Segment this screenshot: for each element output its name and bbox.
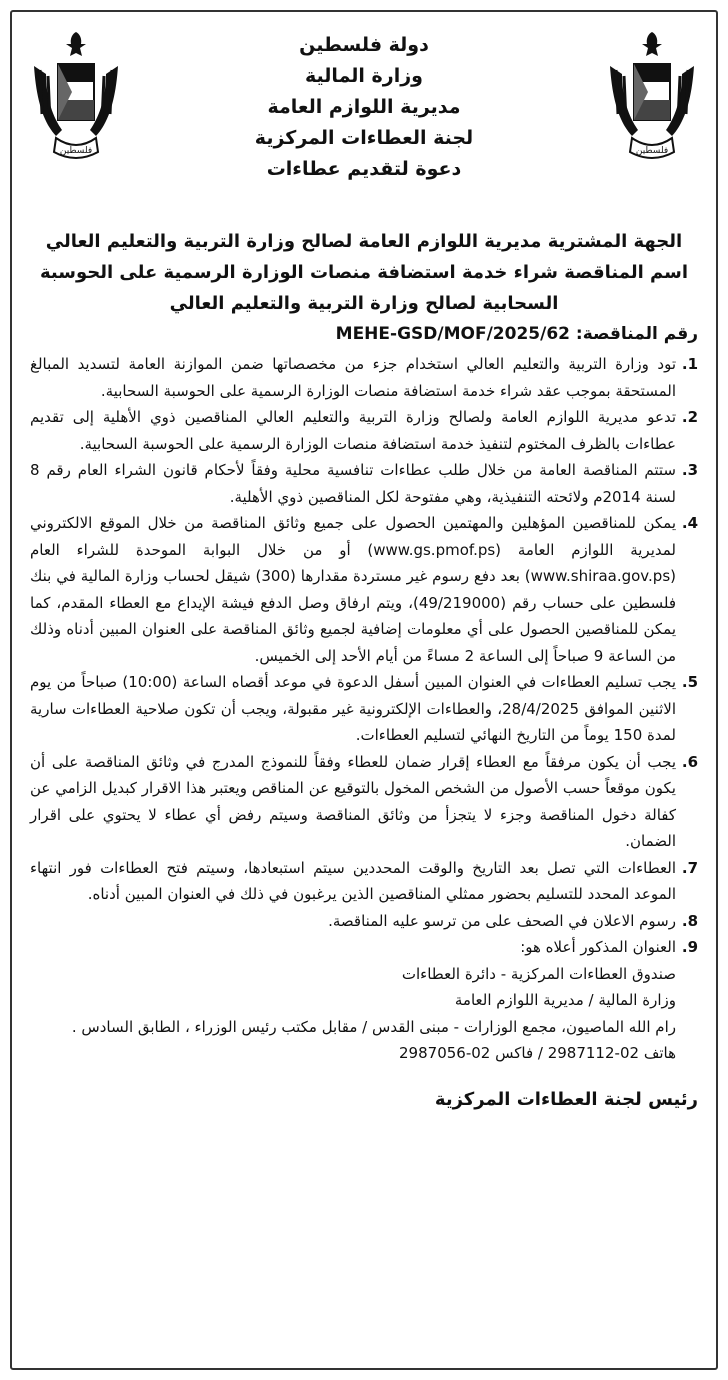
- svg-text:فلسطين: فلسطين: [635, 146, 669, 156]
- header-state: دولة فلسطين: [299, 34, 429, 56]
- list-item: 3. ستتم المناقصة العامة من خلال طلب عطاءات تنافسية محلية وفقاً لأحكام قانون الشراء العام رقم 8 لسنة 2014م ولائحته التنفيذية، وهي مفتوحة لكل المناقصين ذوي الأهلية.: [30, 461, 698, 506]
- palestine-emblem-icon: [26, 26, 126, 171]
- svg-text:فلسطين: فلسطين: [59, 146, 93, 156]
- tender-number-value: MEHE-GSD/MOF/2025/62: [335, 324, 570, 344]
- header-committee: لجنة العطاءات المركزية: [254, 127, 474, 149]
- titles: [30, 226, 698, 319]
- list-item: 6. يجب أن يكون مرفقاً مع العطاء إقرار ضمان للعطاء وفقاً للنموذج المدرج في وثائق المناقصة على أن يكون موقعاً حسب الأصول من الشخص المخول بالتوقيع عن المناقص ويعتبر هذا الاقرار كبديل الزامي عن كفالة دخول المناقصة وجزء لا يتجزأ من وثائق المناقصة وسيتم رفض أي عطاء لا يحتوي على اقرار الضمان.: [30, 752, 698, 850]
- address-block: [30, 961, 698, 1067]
- list-item: 4. يمكن للمناقصين المؤهلين والمهتمين الحصول على جميع وثائق المناقصة من خلال الموقع الالكتروني لمديرية اللوازم العامة (www.gs.pmof.ps) أو من خلال البوابة الموحدة للشراء العام (www.shiraa.gov.ps) بعد دفع رسوم غير مستردة مقدارها (300) شيقل لحساب وزارة المالية في بنك فلسطين على حساب رقم (49/219000)، ويتم ارفاق وصل الدفع فيشة الإيداع مع العطاء المقدم، كما يمكن للمناقصين الحصول على أي معلومات إضافية لجميع وثائق المناقصة على العنوان المبين أدناه وذلك من الساعة 9 صباحاً إلى الساعة 2 مساءً من أيام الأحد إلى الخميس.: [30, 514, 698, 665]
- tender-number-label: رقم المناقصة:: [575, 324, 698, 344]
- header: [30, 26, 698, 226]
- address-line: رام الله الماصيون، مجمع الوزارات - مبنى القدس / مقابل مكتب رئيس الوزراء ، الطابق السادس .: [71, 1017, 676, 1036]
- clauses-list: [30, 351, 698, 961]
- signoff: رئيس لجنة العطاءات المركزية: [434, 1088, 698, 1110]
- purchasing-entity: الجهة المشترية مديرية اللوازم العامة لصالح وزارة التربية والتعليم العالي: [45, 231, 683, 252]
- tender-number: [30, 321, 698, 347]
- list-item: 5. يجب تسليم العطاءات في العنوان المبين أسفل الدعوة في موعد أقصاه الساعة (10:00) صباحاً من يوم الاثنين الموافق 28/4/2025، والعطاءات الإلكترونية غير مقبولة، ويجب أن تكون صلاحية العطاءات سارية لمدة 150 يوماً من التاريخ النهائي لتسليم العطاءات.: [30, 673, 698, 744]
- announcement-frame: [10, 10, 718, 1370]
- header-directorate: مديرية اللوازم العامة: [267, 96, 461, 118]
- tender-name: اسم المناقصة شراء خدمة استضافة منصات الوزارة الرسمية على الحوسبة السحابية لصالح وزارة التربية والتعليم العالي: [39, 262, 689, 314]
- header-invitation: دعوة لتقديم عطاءات: [266, 158, 462, 180]
- list-item: 1. تود وزارة التربية والتعليم العالي استخدام جزء من مخصصاتها ضمن الموازنة العامة لتسديد المبالغ المستحقة بموجب عقد شراء خدمة استضافة منصات الوزارة الرسمية على الحوسبة السحابية.: [30, 355, 698, 400]
- list-item: 2. تدعو مديرية اللوازم العامة ولصالح وزارة التربية والتعليم العالي المناقصين ذوي الأهلية إلى تقديم عطاءات بالظرف المختوم لتنفيذ خدمة استضافة منصات الوزارة الرسمية على الحوسبة السحابية.: [30, 408, 698, 453]
- header-lines: [30, 26, 698, 185]
- header-ministry: وزارة المالية: [305, 65, 423, 87]
- palestine-emblem-icon: [602, 26, 702, 171]
- address-line: وزارة المالية / مديرية اللوازم العامة: [454, 991, 676, 1009]
- address-phone: هاتف 02-2987112 / فاكس 02-2987056: [399, 1044, 676, 1062]
- list-item: 8. رسوم الاعلان في الصحف على من ترسو عليه المناقصة.: [328, 911, 698, 930]
- address-line: صندوق العطاءات المركزية - دائرة العطاءات: [401, 964, 676, 983]
- list-item: 9. العنوان المذكور أعلاه هو:: [520, 938, 698, 956]
- list-item: 7. العطاءات التي تصل بعد التاريخ والوقت المحددين سيتم استبعادها، وسيتم فتح العطاءات فور انتهاء الموعد المحدد للتسليم بحضور ممثلي المناقصين الذين يرغبون في ذلك في العنوان المبين أدناه.: [30, 858, 698, 903]
